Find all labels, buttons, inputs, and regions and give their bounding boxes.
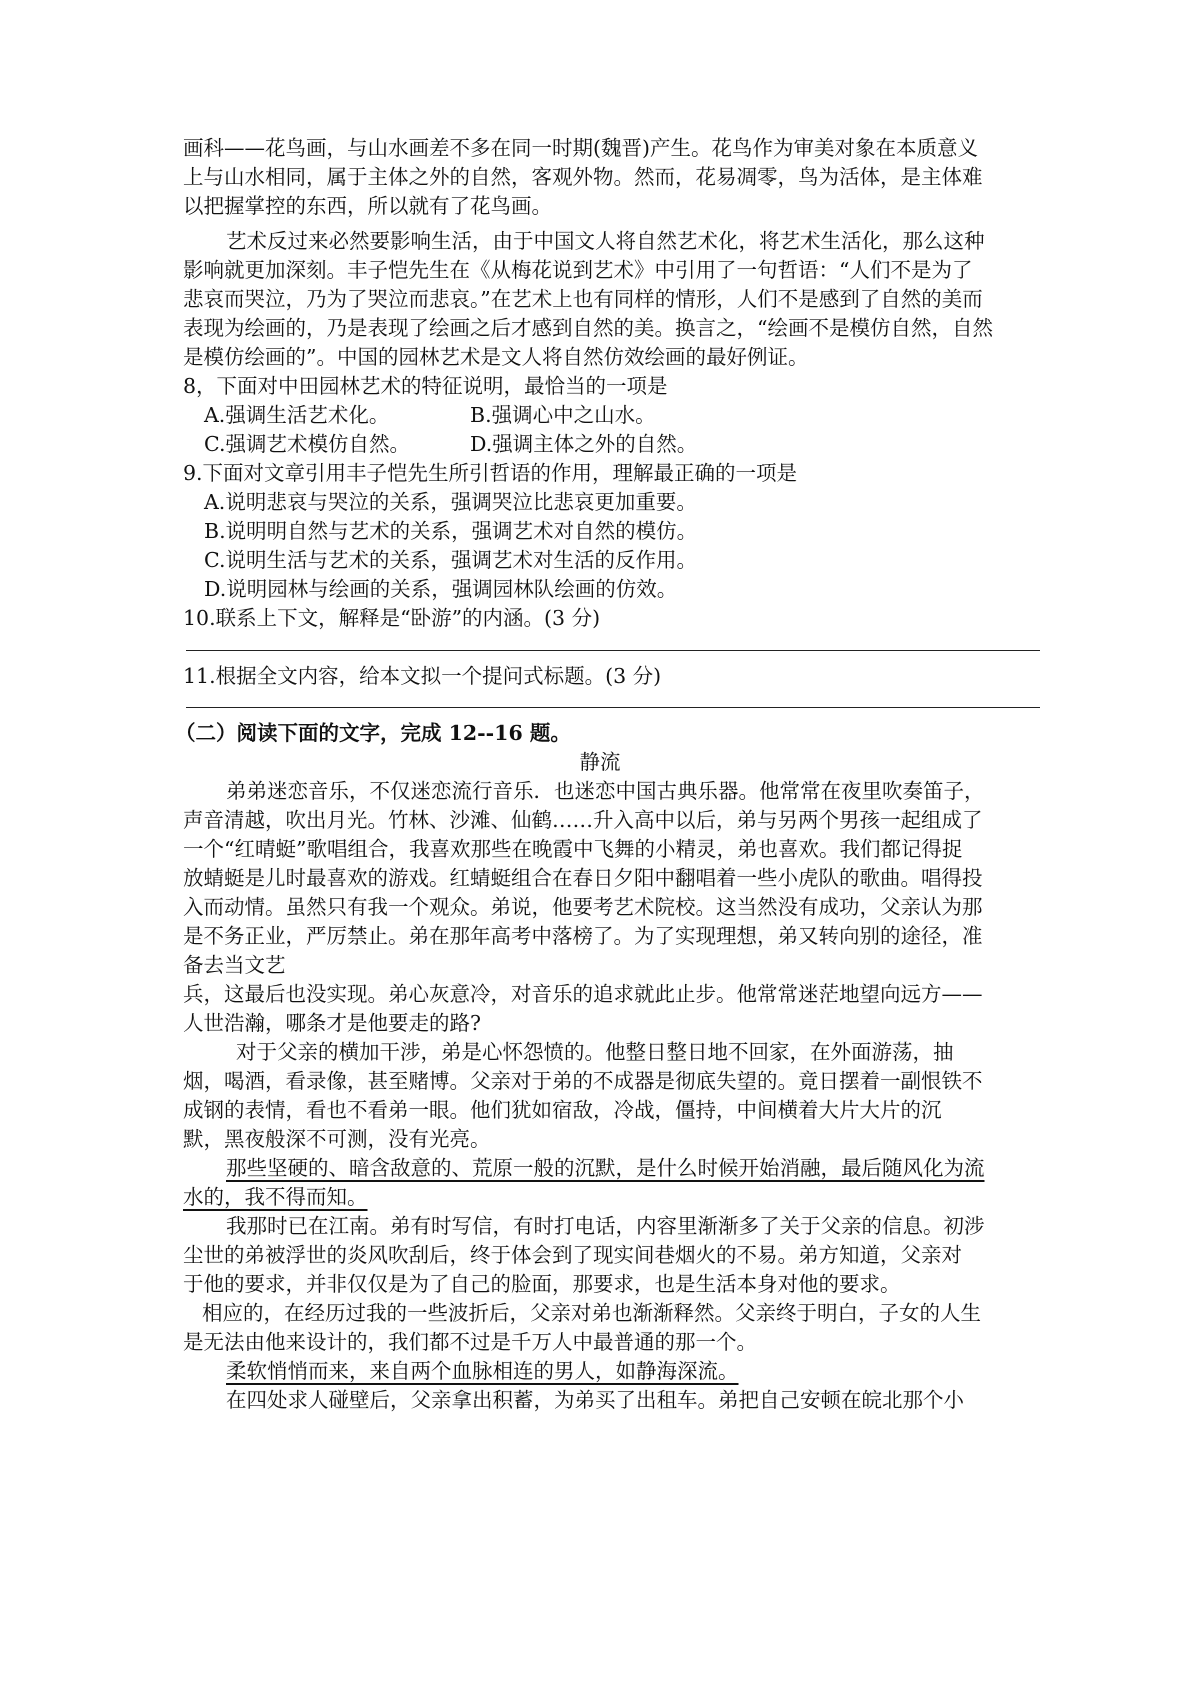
- story-line: 入而动情。虽然只有我一个观众。弟说，他要考艺术院校。这当然没有成功，父亲认为那: [183, 895, 983, 919]
- passage-line: 以把握掌控的东西，所以就有了花鸟画。: [183, 194, 552, 218]
- answer-line-11: [186, 707, 1040, 708]
- question-8-option-b: B.强调心中之山水。: [470, 403, 656, 427]
- story-line: 备去当文艺: [183, 953, 286, 977]
- question-9-option-b: B.说明明自然与艺术的关系，强调艺术对自然的模仿。: [204, 519, 698, 543]
- story-line: 烟，喝酒，看录像，甚至赌博。父亲对于弟的不成器是彻底失望的。竟日摆着一副恨铁不: [183, 1069, 983, 1093]
- passage-line: 影响就更加深刻。丰子恺先生在《从梅花说到艺术》中引用了一句哲语：“人们不是为了: [183, 258, 973, 282]
- section-heading: （二）阅读下面的文字，完成 12--16 题。: [175, 721, 571, 745]
- question-8-option-a: A.强调生活艺术化。: [204, 403, 390, 427]
- story-line: 尘世的弟被浮世的炎风吹刮后，终于体会到了现实间巷烟火的不易。弟方知道，父亲对: [183, 1243, 962, 1267]
- story-line: 兵，这最后也没实现。弟心灰意冷，对音乐的追求就此止步。他常常迷茫地望向远方——: [183, 982, 983, 1006]
- story-line: 于他的要求，并非仅仅是为了自己的脸面，那要求，也是生活本身对他的要求。: [183, 1272, 901, 1296]
- underlined-story-line: 柔软悄悄而来，来自两个血脉相连的男人，如静海深流。: [226, 1359, 739, 1383]
- underlined-story-line: 那些坚硬的、暗含敌意的、荒原一般的沉默，是什么时候开始消融，最后随风化为流: [226, 1156, 985, 1180]
- story-line: 相应的，在经历过我的一些波折后，父亲对弟也渐渐释然。父亲终于明白，子女的人生: [202, 1301, 981, 1325]
- question-8-stem: 8，下面对中田园林艺术的特征说明，最恰当的一项是: [183, 374, 668, 398]
- question-8-option-c: C.强调艺术模仿自然。: [204, 432, 410, 456]
- story-line: 弟弟迷恋音乐，不仅迷恋流行音乐．也迷恋中国古典乐器。他常常在夜里吹奏笛子，: [226, 779, 985, 803]
- story-line: 声音清越，吹出月光。竹林、沙滩、仙鹤……升入高中以后，弟与另两个男孩一起组成了: [183, 808, 983, 832]
- question-11: 11.根据全文内容，给本文拟一个提问式标题。(3 分): [183, 664, 662, 688]
- question-9-option-a: A.说明悲哀与哭泣的关系，强调哭泣比悲哀更加重要。: [204, 490, 697, 514]
- passage-line: 艺术反过来必然要影响生活，由于中国文人将自然艺术化，将艺术生活化，那么这种: [226, 229, 985, 253]
- story-line: 一个“红晴蜓”歌唱组合，我喜欢那些在晚霞中飞舞的小精灵，弟也喜欢。我们都记得捉: [183, 837, 963, 861]
- question-9-stem: 9.下面对文章引用丰子恺先生所引哲语的作用，理解最正确的一项是: [183, 461, 798, 485]
- passage-line: 画科——花鸟画，与山水画差不多在同一时期(魏晋)产生。花鸟作为审美对象在本质意义: [183, 136, 978, 160]
- story-line: 人世浩瀚，哪条才是他要走的路?: [183, 1011, 481, 1035]
- passage-line: 上与山水相同，属于主体之外的自然，客观外物。然而，花易凋零，鸟为活体，是主体难: [183, 165, 983, 189]
- story-line: 对于父亲的横加干涉，弟是心怀怨愤的。他整日整日地不回家，在外面游荡，抽: [236, 1040, 954, 1064]
- story-line: 默，黑夜般深不可测，没有光亮。: [183, 1127, 491, 1151]
- question-9-option-c: C.说明生活与艺术的关系，强调艺术对生活的反作用。: [204, 548, 697, 572]
- question-9-option-d: D.说明园林与绘画的关系，强调园林队绘画的仿效。: [204, 577, 678, 601]
- question-8-option-d: D.强调主体之外的自然。: [470, 432, 698, 456]
- story-line: 是无法由他来设计的，我们都不过是千万人中最普通的那一个。: [183, 1330, 757, 1354]
- passage-line: 悲哀而哭泣，乃为了哭泣而悲哀。”在艺术上也有同样的情形，人们不是感到了自然的美而: [183, 287, 983, 311]
- story-title: 静流: [579, 750, 621, 774]
- passage-line: 是模仿绘画的”。中国的园林艺术是文人将自然仿效绘画的最好例证。: [183, 345, 809, 369]
- answer-line-10: [186, 650, 1040, 651]
- passage-line: 表现为绘画的，乃是表现了绘画之后才感到自然的美。换言之，“绘画不是模仿自然，自然: [183, 316, 993, 340]
- story-line: 在四处求人碰壁后，父亲拿出积蓄，为弟买了出租车。弟把自己安顿在皖北那个小: [226, 1388, 964, 1412]
- story-line: 是不务正业，严厉禁止。弟在那年高考中落榜了。为了实现理想，弟又转向别的途径，准: [183, 924, 983, 948]
- underlined-story-line: 水的，我不得而知。: [183, 1185, 368, 1209]
- story-line: 成钢的表情，看也不看弟一眼。他们犹如宿敌，冷战，僵持，中间横着大片大片的沉: [183, 1098, 942, 1122]
- question-10: 10.联系上下文，解释是“卧游”的内涵。(3 分): [183, 606, 601, 630]
- story-line: 我那时已在江南。弟有时写信，有时打电话，内容里渐渐多了关于父亲的信息。初涉: [226, 1214, 985, 1238]
- story-line: 放蜻蜓是儿时最喜欢的游戏。红蜻蜓组合在春日夕阳中翻唱着一些小虎队的歌曲。唱得投: [183, 866, 983, 890]
